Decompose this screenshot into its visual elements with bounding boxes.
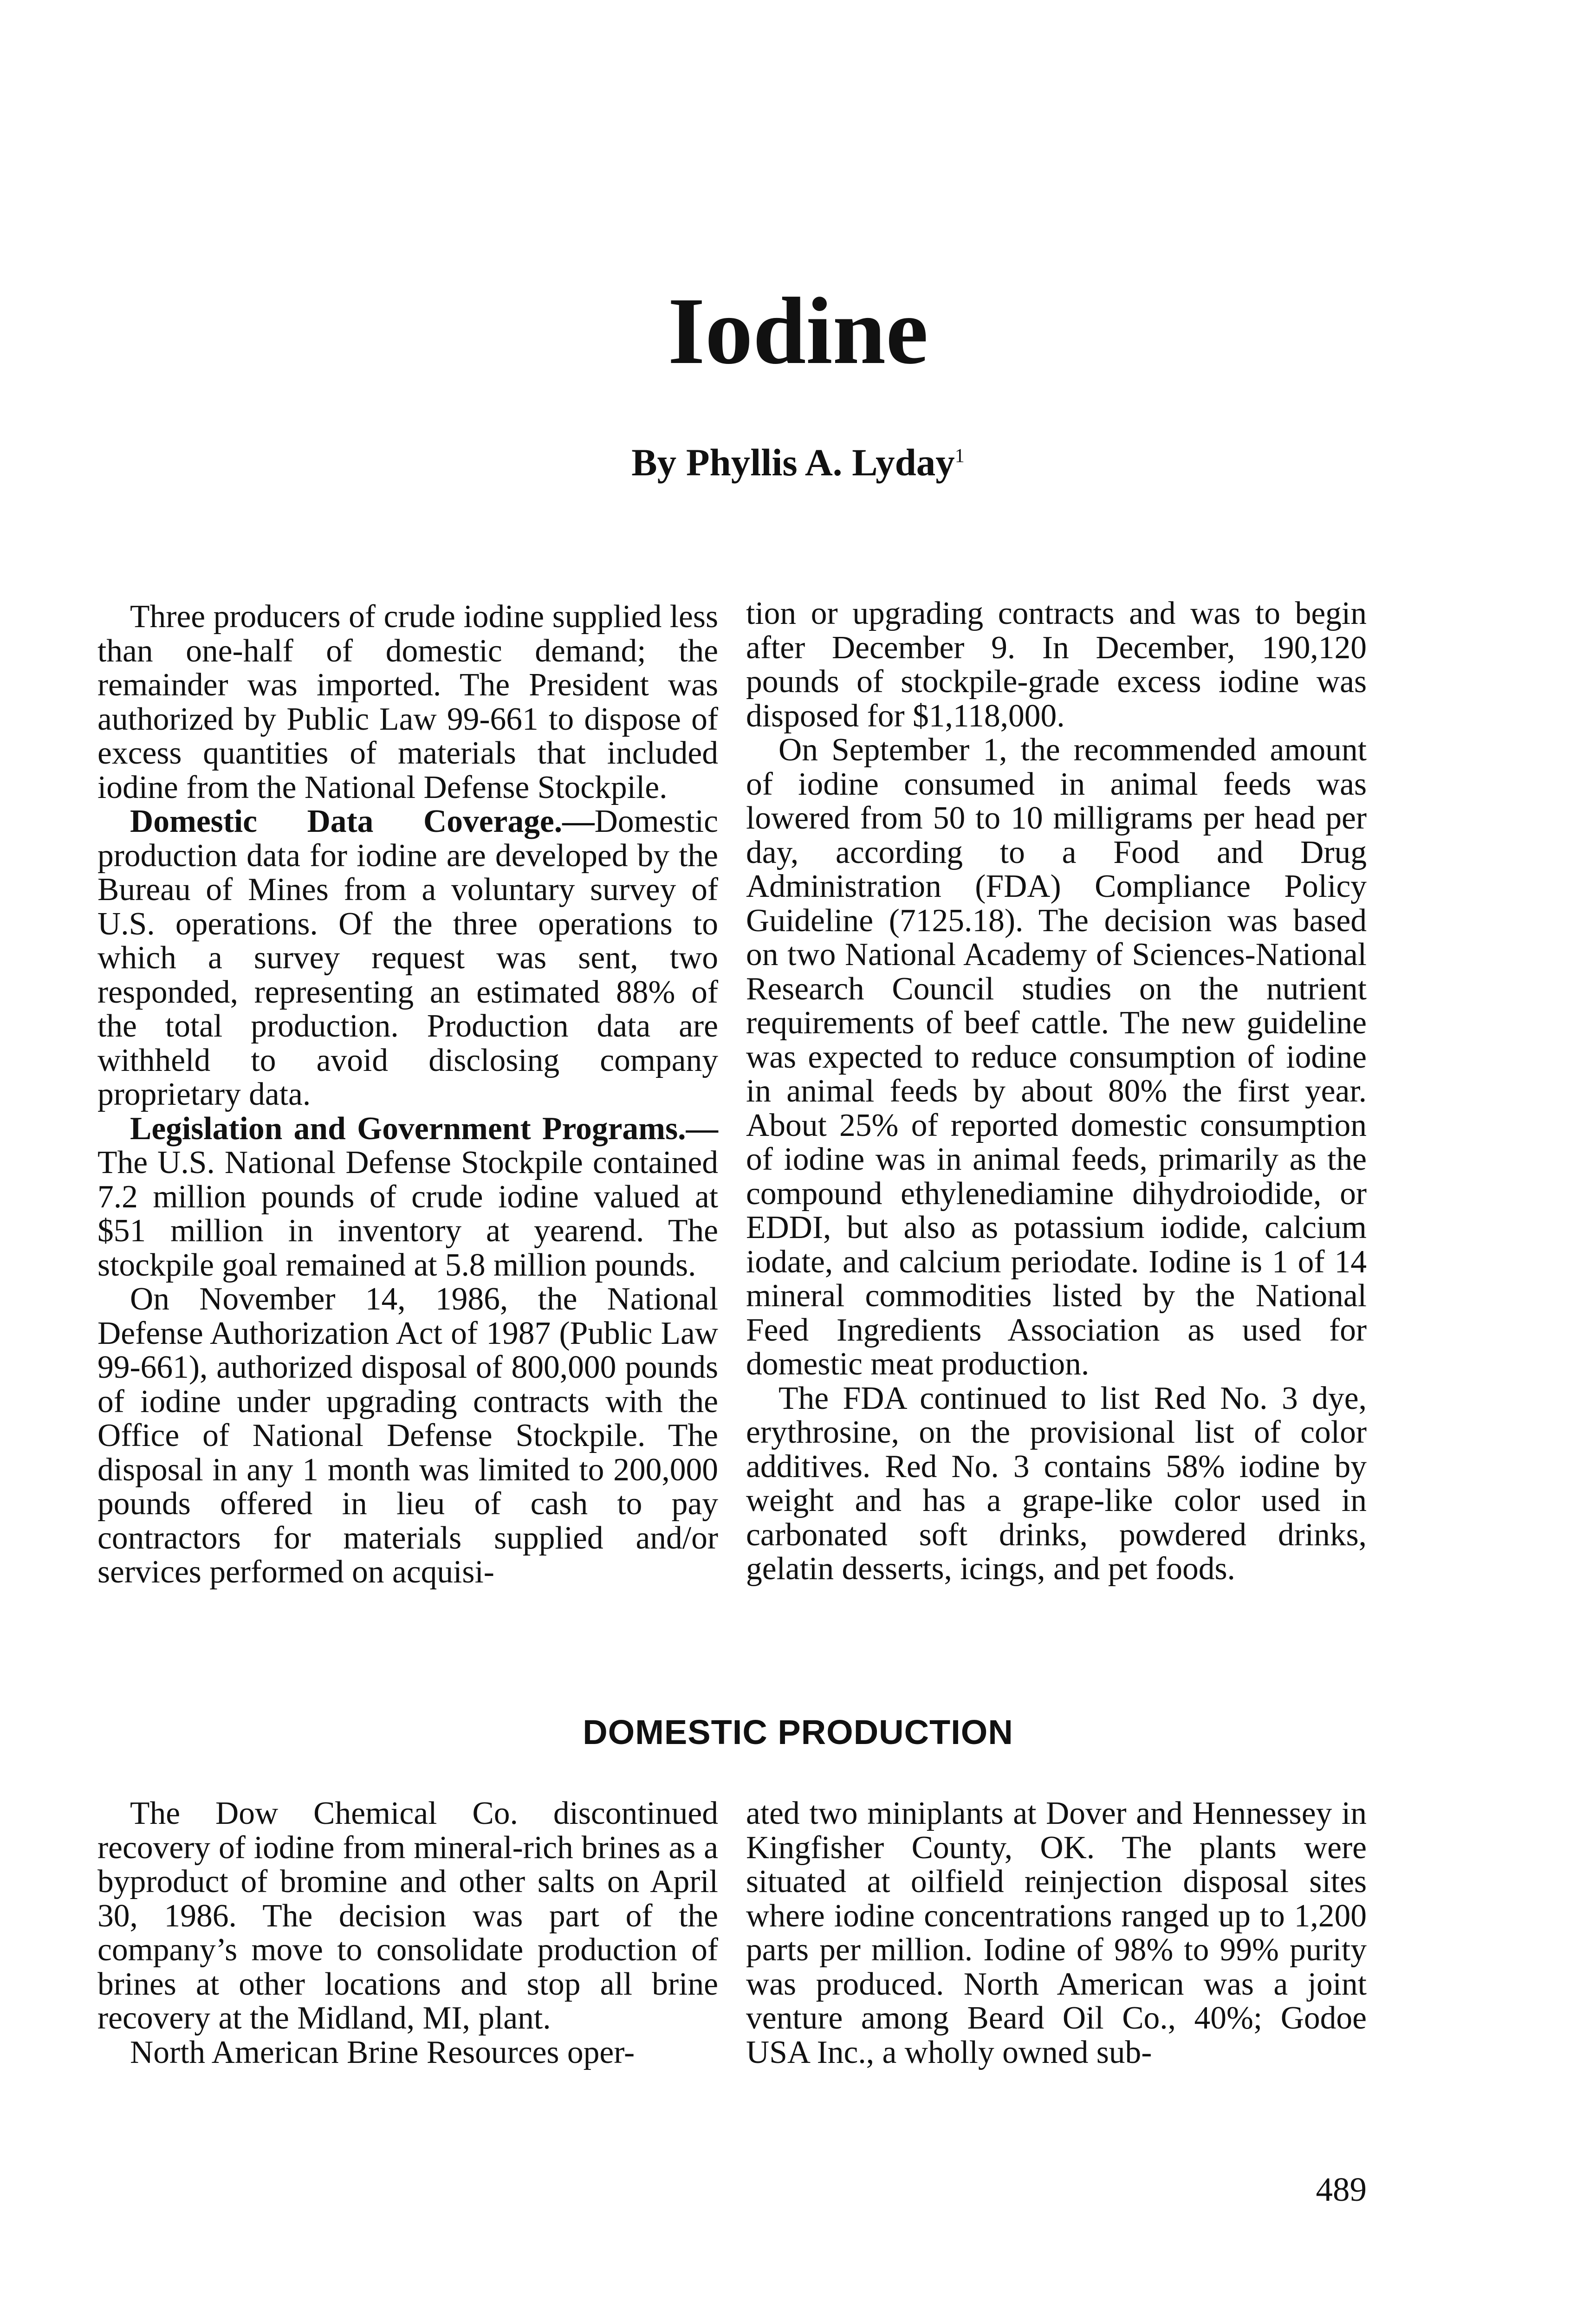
legislation-paragraph: [97, 1112, 718, 1283]
dow-chemical-paragraph: The Dow Chemical Co. discontinued recovery of iodine from mineral-rich brines as a byproduct of bromine and other salts on April 30, 1986. The decision was part of the company’s move to consolidate production of brines at other locations and stop all brine recovery at the Midland, MI, plant.: [97, 1796, 718, 2036]
page-number: 489: [1316, 2171, 1367, 2208]
north-american-brine-paragraph-continued: ated two miniplants at Dover and Hennessey in Kingfisher County, OK. The plants were situated at oilfield reinjection disposal sites where iodine concentrations ranged up to 1,200 parts per million. Iodine of 98% to 99% purity was produced. North American was a joint venture among Beard Oil Co., 40%; Godoe USA Inc., a wholly owned sub-: [746, 1796, 1367, 2070]
intro-column-right: [746, 596, 1367, 1586]
byline: [0, 443, 1596, 482]
author-name: By Phyllis A. Lyday: [631, 441, 955, 484]
production-column-left: [97, 1796, 718, 2069]
animal-feed-paragraph: On September 1, the recommended amount of iodine consumed in animal feeds was lowered from 50 to 10 milligrams per head per day, according to a Food and Drug Administration (FDA) Compliance Policy Guideline (7125.18). The decision was based on two National Academy of Sciences-National Research Council studies on the nutrient requirements of beef cattle. The new guideline was expected to reduce consumption of iodine in animal feeds by about 80% the first year. About 25% of reported domestic consumption of iodine was in animal feeds, primarily as the compound ethylenediamine dihydroiodide, or EDDI, but also as potassium iodide, calcium iodate, and calcium periodate. Iodine is 1 of 14 mineral commodities listed by the National Feed Ingredients Association as used for domestic meat production.: [746, 732, 1367, 1382]
page-title: Iodine: [668, 278, 928, 384]
intro-column-left: [97, 600, 718, 1589]
data-coverage-paragraph: [97, 804, 718, 1112]
red-dye-paragraph: The FDA continued to list Red No. 3 dye, erythrosine, on the provisional list of color additives. Red No. 3 contains 58% iodine by weight and has a grape-like color used in carbonated soft drinks, powdered drinks, gelatin desserts, icings, and pet foods.: [746, 1380, 1367, 1587]
data-coverage-heading: Domestic Data Coverage.—: [130, 804, 595, 839]
production-column-right: [746, 1796, 1367, 2069]
north-american-brine-paragraph: North American Brine Resources oper-: [130, 2034, 635, 2070]
legislation-heading: Legislation and Government Programs.—: [130, 1110, 718, 1147]
section-heading-domestic-production: DOMESTIC PRODUCTION: [583, 1713, 1013, 1751]
data-coverage-text: Domestic production data for iodine are developed by the Bureau of Mines from a voluntary survey of U.S. operations. Of the three operations to which a survey request was sent, two responded, representing an estimated 88% of the total production. Production data are withheld to avoid disclosing company proprietary data.: [97, 804, 718, 1112]
footnote-marker: 1: [954, 445, 965, 467]
authorization-paragraph-continued: tion or upgrading contracts and was to begin after December 9. In December, 190,120 pounds of stockpile-grade excess iodine was disposed for $1,118,000.: [746, 596, 1367, 734]
legislation-text: The U.S. National Defense Stockpile contained 7.2 million pounds of crude iodine valued at $51 million in inventory at yearend. The stockpile goal remained at 5.8 million pounds.: [97, 1145, 718, 1283]
authorization-paragraph: On November 14, 1986, the National Defense Authorization Act of 1987 (Public Law 99-661), authorized disposal of 800,000 pounds of iodine under upgrading contracts with the Office of National Defense Stockpile. The disposal in any 1 month was limited to 200,000 pounds offered in lieu of cash to pay contractors for materials supplied and/or services performed on acquisi-: [97, 1281, 718, 1590]
intro-paragraph: Three producers of crude iodine supplied less than one-half of domestic demand; the remainder was imported. The President was authorized by Public Law 99-661 to dispose of excess quantities of materials that included iodine from the National Defense Stockpile.: [97, 599, 718, 805]
